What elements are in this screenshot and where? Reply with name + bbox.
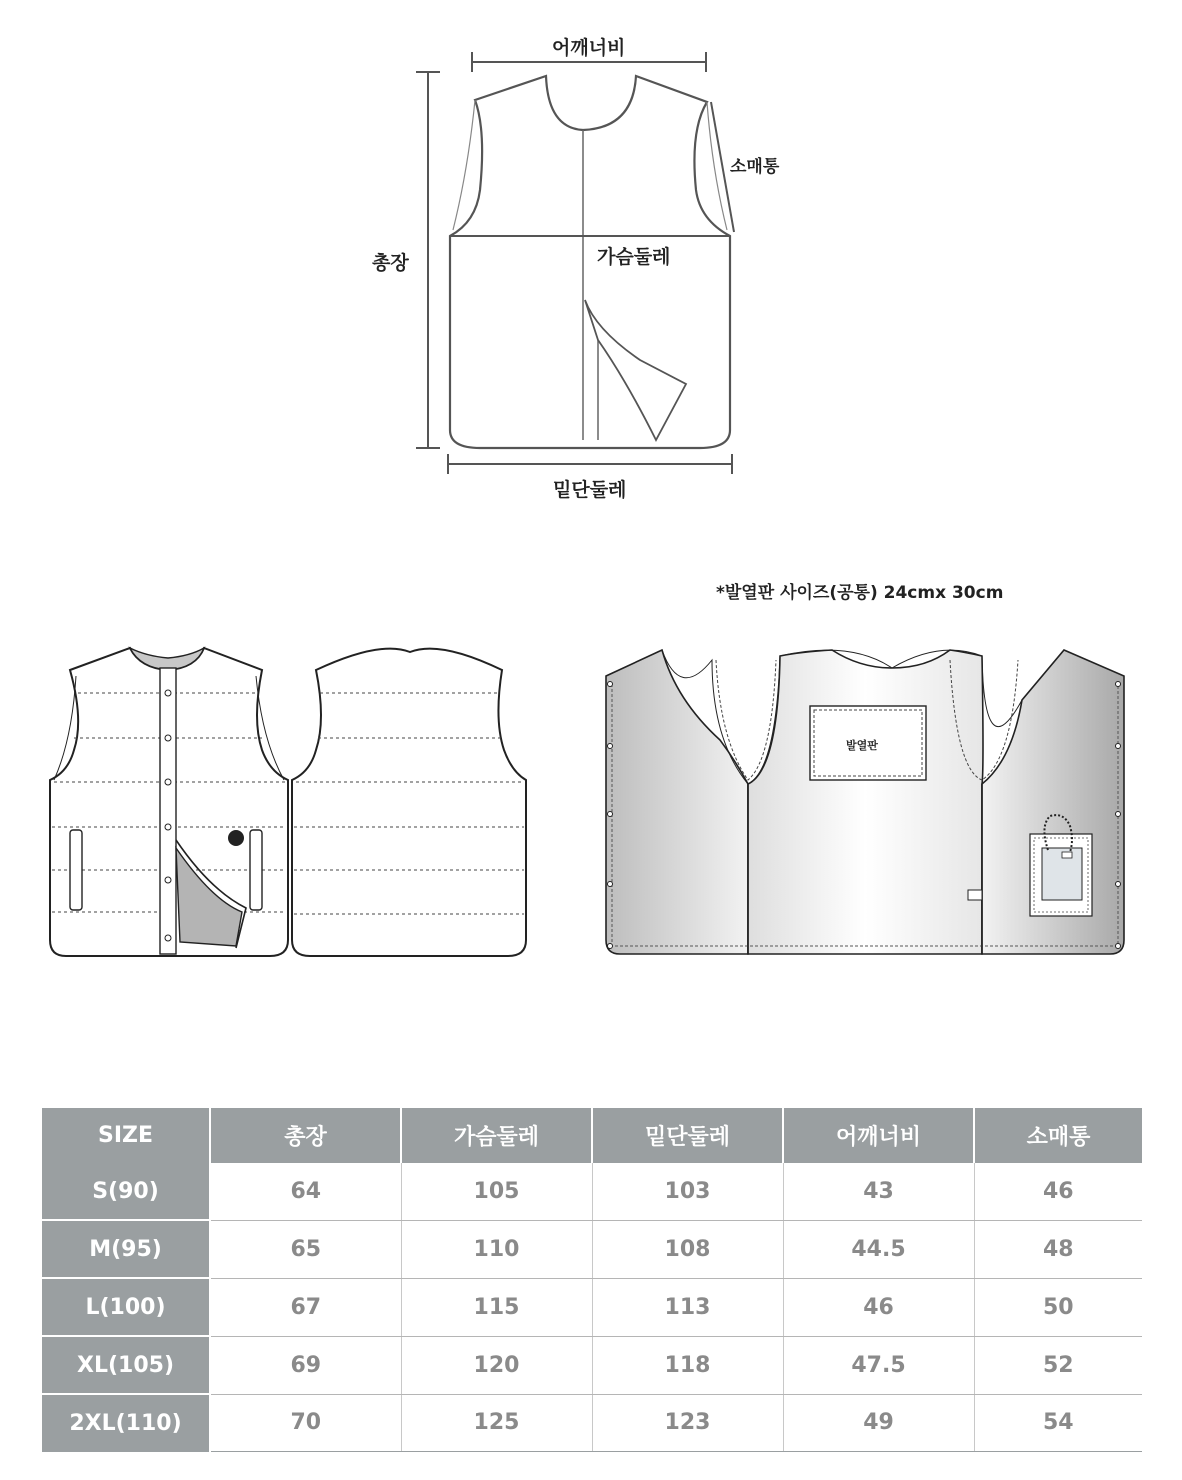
table-cell: 115 bbox=[401, 1278, 592, 1336]
table-cell: 118 bbox=[592, 1336, 783, 1394]
header-size: SIZE bbox=[42, 1108, 210, 1163]
vest-front-illustration bbox=[50, 648, 288, 956]
hem-label: 밑단둘레 bbox=[553, 479, 627, 501]
size-cell: L(100) bbox=[42, 1278, 210, 1336]
heat-pad-note: *발열판 사이즈(공통) 24cmx 30cm bbox=[716, 583, 1004, 603]
table-cell: 44.5 bbox=[783, 1220, 974, 1278]
table-cell: 69 bbox=[210, 1336, 401, 1394]
table-cell: 43 bbox=[783, 1163, 974, 1220]
vest-back-illustration bbox=[292, 649, 526, 956]
table-cell: 54 bbox=[974, 1394, 1142, 1452]
chest-label: 가슴둘레 bbox=[597, 246, 671, 268]
table-cell: 113 bbox=[592, 1278, 783, 1336]
table-row bbox=[42, 1394, 1142, 1452]
size-table bbox=[42, 1108, 1142, 1452]
table-cell: 46 bbox=[783, 1278, 974, 1336]
length-label: 총장 bbox=[372, 252, 409, 274]
armhole-label: 소매통 bbox=[730, 157, 780, 177]
header-hem: 밑단둘레 bbox=[592, 1108, 783, 1163]
size-cell: M(95) bbox=[42, 1220, 210, 1278]
table-cell: 65 bbox=[210, 1220, 401, 1278]
table-cell: 125 bbox=[401, 1394, 592, 1452]
table-cell: 108 bbox=[592, 1220, 783, 1278]
header-chest: 가슴둘레 bbox=[401, 1108, 592, 1163]
table-cell: 67 bbox=[210, 1278, 401, 1336]
size-table-header bbox=[42, 1108, 1142, 1163]
table-cell: 123 bbox=[592, 1394, 783, 1452]
table-cell: 103 bbox=[592, 1163, 783, 1220]
table-cell: 49 bbox=[783, 1394, 974, 1452]
size-cell: XL(105) bbox=[42, 1336, 210, 1394]
table-cell: 64 bbox=[210, 1163, 401, 1220]
table-cell: 120 bbox=[401, 1336, 592, 1394]
header-length: 총장 bbox=[210, 1108, 401, 1163]
table-cell: 50 bbox=[974, 1278, 1142, 1336]
table-row bbox=[42, 1220, 1142, 1278]
table-cell: 46 bbox=[974, 1163, 1142, 1220]
table-cell: 105 bbox=[401, 1163, 592, 1220]
table-cell: 70 bbox=[210, 1394, 401, 1452]
size-cell: S(90) bbox=[42, 1163, 210, 1220]
table-row bbox=[42, 1163, 1142, 1220]
shoulder-label: 어깨너비 bbox=[552, 37, 626, 59]
table-cell: 48 bbox=[974, 1220, 1142, 1278]
vest-inside-illustration bbox=[606, 650, 1124, 954]
table-cell: 47.5 bbox=[783, 1336, 974, 1394]
table-cell: 52 bbox=[974, 1336, 1142, 1394]
table-row bbox=[42, 1336, 1142, 1394]
table-row bbox=[42, 1278, 1142, 1336]
header-armhole: 소매통 bbox=[974, 1108, 1142, 1163]
header-shoulder: 어깨너비 bbox=[783, 1108, 974, 1163]
heat-pad-label: 발열판 bbox=[846, 739, 878, 752]
size-cell: 2XL(110) bbox=[42, 1394, 210, 1452]
table-cell: 110 bbox=[401, 1220, 592, 1278]
